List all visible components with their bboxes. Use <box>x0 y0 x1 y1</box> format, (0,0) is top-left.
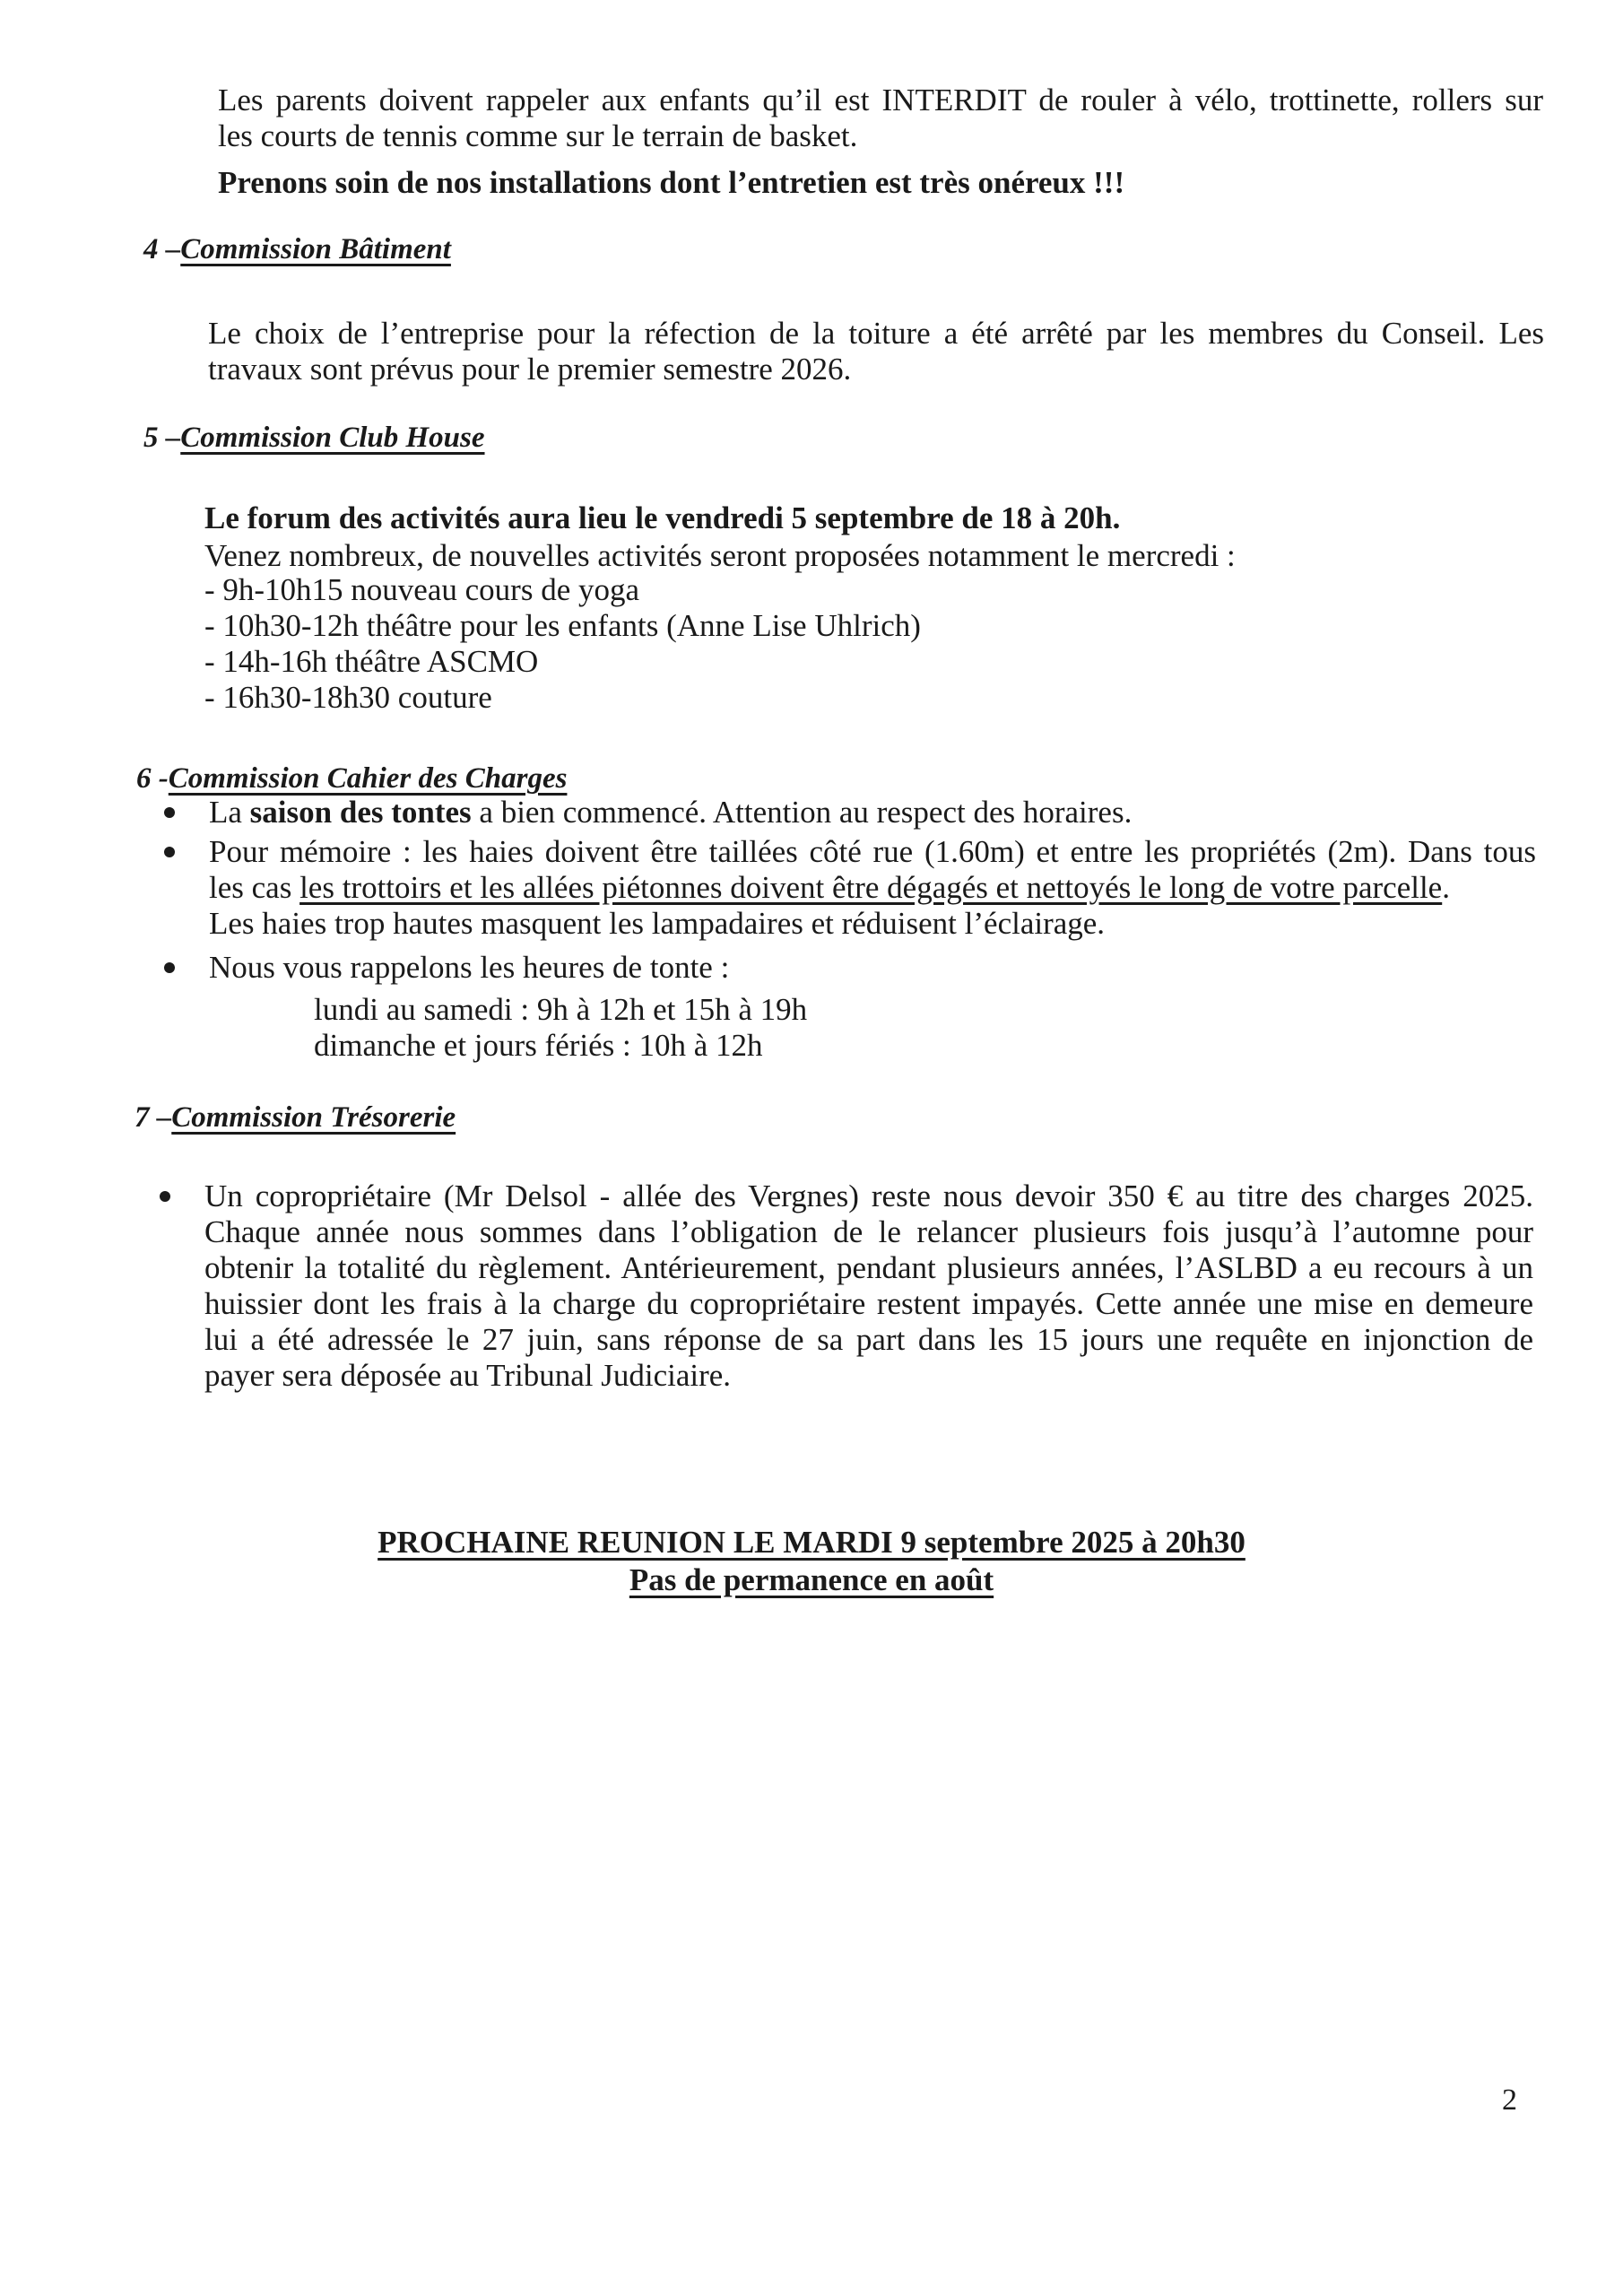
activity-item: - 10h30-12h théâtre pour les enfants (Anne Lise Uhlrich) <box>204 608 921 643</box>
section-4-line: travaux sont prévus pour le premier semestre 2026. <box>208 352 852 387</box>
section-number: 5 – <box>143 422 181 454</box>
mowing-hours-sunday: dimanche et jours fériés : 10h à 12h <box>314 1028 763 1063</box>
section-5-heading <box>143 420 485 456</box>
bullet-text: La <box>209 795 250 830</box>
bullet-line: Pour mémoire : les haies doivent être taillées côté rue (1.60m) et entre les propriétés (2m). Dans tous <box>209 834 1536 869</box>
section-number: 7 – <box>135 1101 172 1134</box>
section-4-paragraph <box>208 316 1544 387</box>
page-number: 2 <box>1502 2083 1517 2117</box>
next-meeting-text: PROCHAINE REUNION LE MARDI 9 septembre 2025 à 20h30 <box>378 1525 1245 1560</box>
bullet-text: les cas <box>209 870 300 905</box>
bullet-text: . <box>1442 870 1450 905</box>
treasury-line: lui a été adressée le 27 juin, sans réponse de sa part dans les 15 jours une requête en injonction de <box>204 1322 1533 1357</box>
section-title: Commission Trésorerie <box>171 1101 456 1134</box>
mowing-hours-weekdays: lundi au samedi : 9h à 12h et 15h à 19h <box>314 992 808 1027</box>
activity-item: - 9h-10h15 nouveau cours de yoga <box>204 572 640 607</box>
section-title: Commission Club House <box>180 422 485 454</box>
treasury-line: Chaque année nous sommes dans l’obligation de le relancer plusieurs fois jusqu’à l’automne pour <box>204 1214 1533 1249</box>
bullet-line <box>209 870 1536 906</box>
section-7-heading <box>135 1100 456 1135</box>
forum-announcement: Le forum des activités aura lieu le vendredi 5 septembre de 18 à 20h. <box>204 500 1121 535</box>
intro-line: Les parents doivent rappeler aux enfants qu’il est INTERDIT de rouler à vélo, trottinette, rollers sur <box>218 83 1543 117</box>
bullet-dot <box>164 847 175 857</box>
next-meeting-notice <box>0 1525 1623 1561</box>
bullet-dot <box>164 962 175 973</box>
section-4-line: Le choix de l’entreprise pour la réfection de la toiture a été arrêté par les membres du Conseil. Les <box>208 316 1544 351</box>
bullet-line: Les haies trop hautes masquent les lampadaires et réduisent l’éclairage. <box>209 906 1106 941</box>
intro-line: les courts de tennis comme sur le terrain de basket. <box>218 118 858 153</box>
bullet-mowing-hours: Nous vous rappelons les heures de tonte : <box>209 950 730 985</box>
section-5-line: Venez nombreux, de nouvelles activités seront proposées notamment le mercredi : <box>204 538 1236 573</box>
intro-paragraph <box>218 83 1543 154</box>
section-title: Commission Cahier des Charges <box>168 762 568 795</box>
bullet-dot <box>160 1191 170 1202</box>
treasury-line: payer sera déposée au Tribunal Judiciaire. <box>204 1358 732 1393</box>
section-number: 6 - <box>136 762 169 795</box>
treasury-line: obtenir la totalité du règlement. Antérieurement, pendant plusieurs années, l’ASLBD a eu recours à un <box>204 1250 1533 1285</box>
treasury-paragraph <box>204 1178 1533 1394</box>
section-4-heading <box>143 231 451 267</box>
activity-item: - 14h-16h théâtre ASCMO <box>204 644 539 679</box>
treasury-line: huissier dont les frais à la charge du copropriétaire restent impayés. Cette année une mise en demeure <box>204 1286 1533 1321</box>
underlined-text: les trottoirs et les allées piétonnes doivent être dégagés et nettoyés le long de votre parcelle <box>299 870 1443 905</box>
bullet-dot <box>164 807 175 818</box>
bullet-mowing-season <box>209 795 1132 831</box>
section-number: 4 – <box>143 233 181 265</box>
intro-bold-line: Prenons soin de nos installations dont l’entretien est très onéreux !!! <box>218 165 1125 200</box>
bullet-text: a bien commencé. Attention au respect des horaires. <box>471 795 1133 830</box>
section-6-heading <box>136 761 567 796</box>
activity-item: - 16h30-18h30 couture <box>204 680 492 715</box>
section-title: Commission Bâtiment <box>180 233 451 265</box>
no-permanence-notice <box>0 1562 1623 1598</box>
bullet-bold: saison des tontes <box>249 795 472 830</box>
no-permanence-text: Pas de permanence en août <box>629 1562 994 1597</box>
treasury-line: Un copropriétaire (Mr Delsol - allée des Vergnes) reste nous devoir 350 € au titre des charges 2025. <box>204 1178 1533 1213</box>
bullet-hedges <box>209 834 1536 942</box>
